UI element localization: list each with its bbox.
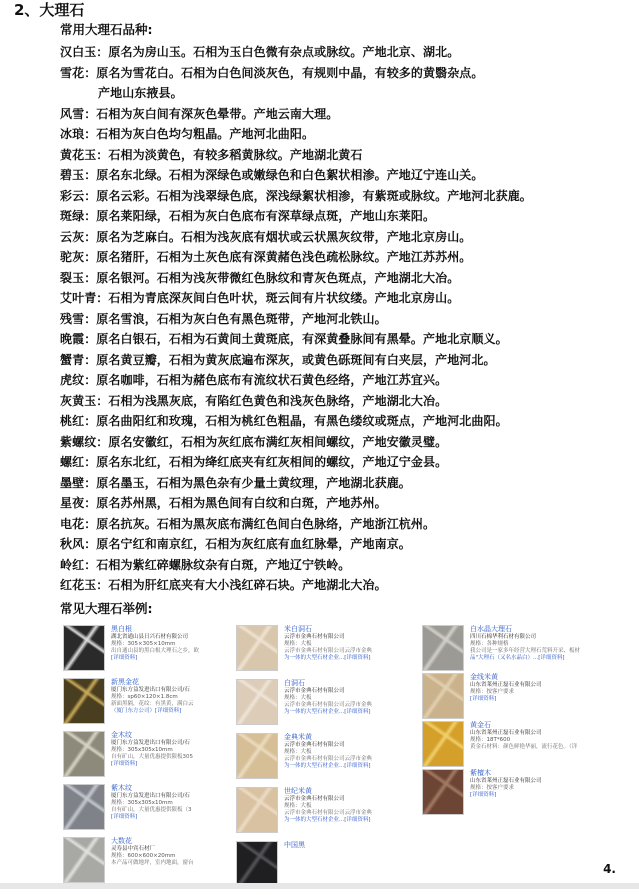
variety-line: 云灰：原名为芝麻白。石相为浅灰底有烟状或云状黑灰纹带，产地北京房山。	[60, 229, 472, 244]
description-text: 自有矿山，大量优惠提供限板（3	[111, 807, 192, 813]
marble-example-info	[111, 731, 211, 768]
variety-line: 蟹青：原名黄豆瓣，石相为黄灰底遍布深灰，或黄色砾斑间有白夹层，产地河北。	[60, 352, 496, 367]
marble-swatch-image[interactable]	[63, 731, 105, 777]
spec-text: 规格：大板	[284, 803, 312, 809]
variety-line: 螺红：原名东北红，石相为绛红底夹有红灰相间的螺纹，产地辽宁金县。	[60, 455, 448, 469]
supplier-name: 灵寿县中宾石材厂	[111, 846, 156, 852]
marble-swatch-image[interactable]	[236, 787, 278, 833]
spec-text: 规格：按客户要求	[470, 785, 515, 791]
page-number: 4.	[603, 862, 616, 876]
marble-name-link[interactable]: 金木纹	[111, 731, 132, 739]
marble-example-info	[284, 841, 384, 850]
supplier-name: 四川石棉华利石材有限公司	[470, 634, 537, 640]
details-link[interactable]: [详细资料]	[111, 655, 138, 661]
variety-line: 风雪：石相为灰白间有深灰色晕带。产地云南大理。	[60, 106, 339, 121]
variety-line: 产地山东掖县。	[98, 86, 183, 100]
section-heading: 2、大理石	[14, 1, 85, 19]
marble-swatch-image[interactable]	[63, 837, 105, 883]
marble-swatch-image[interactable]	[236, 679, 278, 725]
spec-text: 规格：大板	[284, 749, 312, 755]
marble-name-link[interactable]: 新黑金花	[111, 678, 139, 686]
variety-line: 紫螺纹：原名安徽红，石相为灰红底布满红灰相间螺纹，产地安徽灵璧。	[60, 434, 448, 449]
marble-name-link[interactable]: 紫木纹	[111, 784, 132, 792]
spec-text: 规格：305x305x10mm	[111, 800, 173, 806]
spec-text: 规格：305×305×10mm	[111, 641, 176, 647]
details-link[interactable]: （厦门东方公司）[详细资料]	[111, 708, 182, 714]
marble-swatch-image[interactable]	[63, 784, 105, 830]
marble-name-link[interactable]: 黄金石	[470, 721, 491, 729]
marble-example-info	[284, 625, 384, 662]
details-link[interactable]: 为一体的大型石材企业...[详细资料]	[284, 655, 371, 661]
details-link[interactable]: 为一体的大型石材企业...[详细资料]	[284, 763, 371, 769]
marble-name-link[interactable]: 金线米黄	[470, 673, 498, 681]
variety-line: 秋风：原名宁红和南京红，石相为灰红底有血红脉晕，产地南京。	[60, 537, 411, 551]
description-text: 我公司是一家多年经营大理石荒料开采、板材	[470, 648, 581, 654]
marble-swatch-image[interactable]	[236, 733, 278, 779]
variety-line: 电花：原名抗灰。石相为黑灰底布满红色间白色脉络，产地浙江杭州。	[60, 516, 436, 531]
example-column-1	[63, 625, 215, 890]
marble-example-card[interactable]	[422, 673, 604, 720]
details-link[interactable]: 为一体的大型石材企业...[详细资料]	[284, 709, 371, 715]
marble-example-info	[284, 733, 384, 770]
marble-swatch-image[interactable]	[236, 625, 278, 671]
description-text: 新面黑隔，花纹：有黑黄，满白云	[111, 701, 194, 707]
marble-name-link[interactable]: 金典米黄	[284, 733, 312, 741]
marble-example-card[interactable]	[63, 625, 215, 677]
supplier-name: 山东省莱州正磊石业有限公司	[470, 778, 542, 784]
variety-line: 彩云：原名云彩。石相为浅翠绿色底，深浅绿絮状相渗，有紫斑或脉纹。产地河北获鹿。	[60, 188, 532, 203]
variety-line: 虎纹：原名咖啡，石相为赭色底布有流纹状石黄色经络，产地江苏宜兴。	[60, 373, 448, 387]
description-text: 黄金石材料：颜色鲜艳华丽，流行花色。（详	[470, 744, 578, 750]
marble-example-info	[284, 787, 384, 824]
variety-line: 冰琅：石相为灰白色均匀粗晶。产地河北曲阳。	[60, 127, 315, 141]
marble-example-card[interactable]	[236, 679, 386, 732]
variety-line: 残雪：原名雪浪，石相为灰白色有黑色斑带，产地河北铁山。	[60, 311, 387, 326]
marble-swatch-image[interactable]	[422, 769, 464, 815]
marble-example-info	[470, 769, 605, 799]
marble-name-link[interactable]: 中国黑	[284, 841, 305, 849]
variety-line: 墨壁：原名墨玉，石相为黑色杂有少量土黄纹理，产地湖北获鹿。	[60, 475, 411, 490]
marble-example-card[interactable]	[63, 837, 215, 889]
marble-example-card[interactable]	[422, 721, 604, 768]
marble-example-card[interactable]	[63, 678, 215, 730]
marble-example-info	[111, 625, 211, 662]
variety-line: 桃红：原名曲阳红和玫瑰，石相为桃红色粗晶，有黑色缕纹或斑点，产地河北曲阳。	[60, 414, 508, 428]
spec-text: 规格：sp60×120×1.8cm	[111, 694, 178, 700]
spec-text: 规格：18T*600	[470, 737, 511, 743]
list-title: 常用大理石品种:	[60, 22, 153, 37]
supplier-name: 山东省莱州正磊石业有限公司	[470, 730, 542, 736]
marble-example-card[interactable]	[63, 731, 215, 783]
supplier-name: 山东省莱州正磊石业有限公司	[470, 682, 542, 688]
example-column-2	[236, 625, 386, 895]
supplier-name: 厦门东方益发进出口有限公司/石	[111, 740, 190, 746]
marble-example-info	[470, 625, 605, 662]
marble-example-info	[111, 784, 211, 821]
description-text: 云浮市金典石材有限公司云浮市金典	[284, 756, 373, 762]
marble-swatch-image[interactable]	[236, 841, 278, 887]
marble-example-card[interactable]	[236, 787, 386, 840]
marble-example-info	[284, 679, 384, 716]
marble-name-link[interactable]: 紫檀木	[470, 769, 491, 777]
details-link[interactable]: [详细资料]	[470, 792, 497, 798]
variety-line: 艾叶青：石相为青底深灰间白色叶状，斑云间有片状纹缕。产地北京房山。	[60, 291, 460, 305]
description-text: 本产品可做地坪，室内地面，窗台	[111, 860, 194, 866]
spec-text: 规格：305x305x10mm	[111, 747, 173, 753]
variety-line: 灰黄玉：石相为浅黑灰底，有陷红色黄色和浅灰色脉络，产地湖北大冶。	[60, 393, 448, 408]
example-column-3	[422, 625, 604, 817]
marble-example-card[interactable]	[236, 625, 386, 678]
variety-line: 雪花：原名为雪花白。石相为白色间淡灰色，有规则中晶，有较多的黄翳杂点。	[60, 65, 484, 80]
marble-example-card[interactable]	[422, 769, 604, 816]
spec-text: 规格：600×600×20mm	[111, 853, 176, 859]
spec-text: 规格：大板	[284, 641, 312, 647]
details-link[interactable]: [详细资料]	[470, 696, 497, 702]
marble-example-info	[111, 837, 211, 867]
examples-title: 常见大理石举例:	[60, 601, 153, 616]
supplier-name: 厦门东方益发进出口有限公司/石	[111, 793, 190, 799]
details-link[interactable]: [详细资料]	[111, 761, 138, 767]
marble-name-link[interactable]: 白水晶大理石	[470, 625, 512, 633]
supplier-name: 云浮市金典石材有限公司	[284, 634, 345, 640]
variety-line: 驼灰：原名猪肝，石相为土灰色底有深黄赭色浅色疏松脉纹。产地江苏苏州。	[60, 250, 472, 264]
supplier-name: 云浮市金典石材有限公司	[284, 742, 345, 748]
marble-swatch-image[interactable]	[63, 678, 105, 724]
marble-name-link[interactable]: 大数花	[111, 837, 132, 845]
description-text: 出自通山县的黑白根大理石之乡，欧	[111, 648, 200, 654]
marble-swatch-image[interactable]	[422, 673, 464, 719]
details-link[interactable]: 品"大理石（又名水晶白）...[详细资料]	[470, 655, 565, 661]
marble-swatch-image[interactable]	[63, 625, 105, 671]
supplier-name: 厦门东方益发进出口有限公司/石	[111, 687, 190, 693]
supplier-name: 云浮市金典石材有限公司	[284, 688, 345, 694]
marble-variety-list	[60, 42, 635, 596]
supplier-name: 湖北省通山县日兴石材有限公司	[111, 634, 189, 640]
marble-example-card[interactable]	[236, 733, 386, 786]
variety-line: 红花玉：石相为肝红底夹有大小浅红碎石块。产地湖北大冶。	[60, 578, 387, 592]
variety-line: 晚霞：原名白银石，石相为石黄间土黄斑底，有深黄叠脉间有黑晕。产地北京顺义。	[60, 332, 508, 346]
variety-line: 星夜：原名苏州黑，石相为黑色间有白纹和白斑，产地苏州。	[60, 496, 387, 510]
description-text: 云浮市金典石材有限公司云浮市金典	[284, 702, 373, 708]
variety-line: 碧玉：原名东北绿。石相为深绿色或嫩绿色和白色絮状相渗。产地辽宁连山关。	[60, 168, 484, 182]
description-text: 云浮市金典石材有限公司云浮市金典	[284, 810, 373, 816]
marble-example-info	[111, 678, 211, 715]
details-link[interactable]: 为一体的大型石材企业...[详细资料]	[284, 817, 371, 823]
variety-line: 岭红：石相为紫红碎螺脉纹杂有白斑，产地辽宁铁岭。	[60, 557, 351, 572]
description-text: 自有矿山，大量优惠提供限板305	[111, 754, 193, 760]
variety-line: 黄花玉：石相为淡黄色，有较多稻黄脉纹。产地湖北黄石	[60, 147, 363, 162]
marble-name-link[interactable]: 米白洞石	[284, 625, 312, 633]
variety-line: 汉白玉：原名为房山玉。石相为玉白色微有杂点或脉纹。产地北京、湖北。	[60, 45, 460, 59]
spec-text: 规格：大板	[284, 695, 312, 701]
spec-text: 规格：各种规格	[470, 641, 509, 647]
marble-name-link[interactable]: 黑白根	[111, 625, 132, 633]
spec-text: 规格：按客户要求	[470, 689, 515, 695]
marble-swatch-image[interactable]	[422, 625, 464, 671]
marble-example-info	[470, 673, 605, 703]
supplier-name: 云浮市金典石材有限公司	[284, 796, 345, 802]
marble-name-link[interactable]: 白洞石	[284, 679, 305, 687]
marble-example-card[interactable]	[63, 784, 215, 836]
marble-example-info	[470, 721, 605, 751]
description-text: 云浮市金典石材有限公司云浮市金典	[284, 648, 373, 654]
marble-example-card[interactable]	[422, 625, 604, 672]
variety-line: 裂玉：原名银河。石相为浅灰带微红色脉纹和青灰色斑点，产地湖北大冶。	[60, 270, 460, 285]
marble-swatch-image[interactable]	[422, 721, 464, 767]
details-link[interactable]: [详细资料]	[111, 814, 138, 820]
marble-name-link[interactable]: 世纪米黄	[284, 787, 312, 795]
bottom-divider	[0, 883, 639, 889]
variety-line: 斑绿：原名莱阳绿，石相为灰白色底布有深草绿点斑，产地山东莱阳。	[60, 209, 436, 223]
